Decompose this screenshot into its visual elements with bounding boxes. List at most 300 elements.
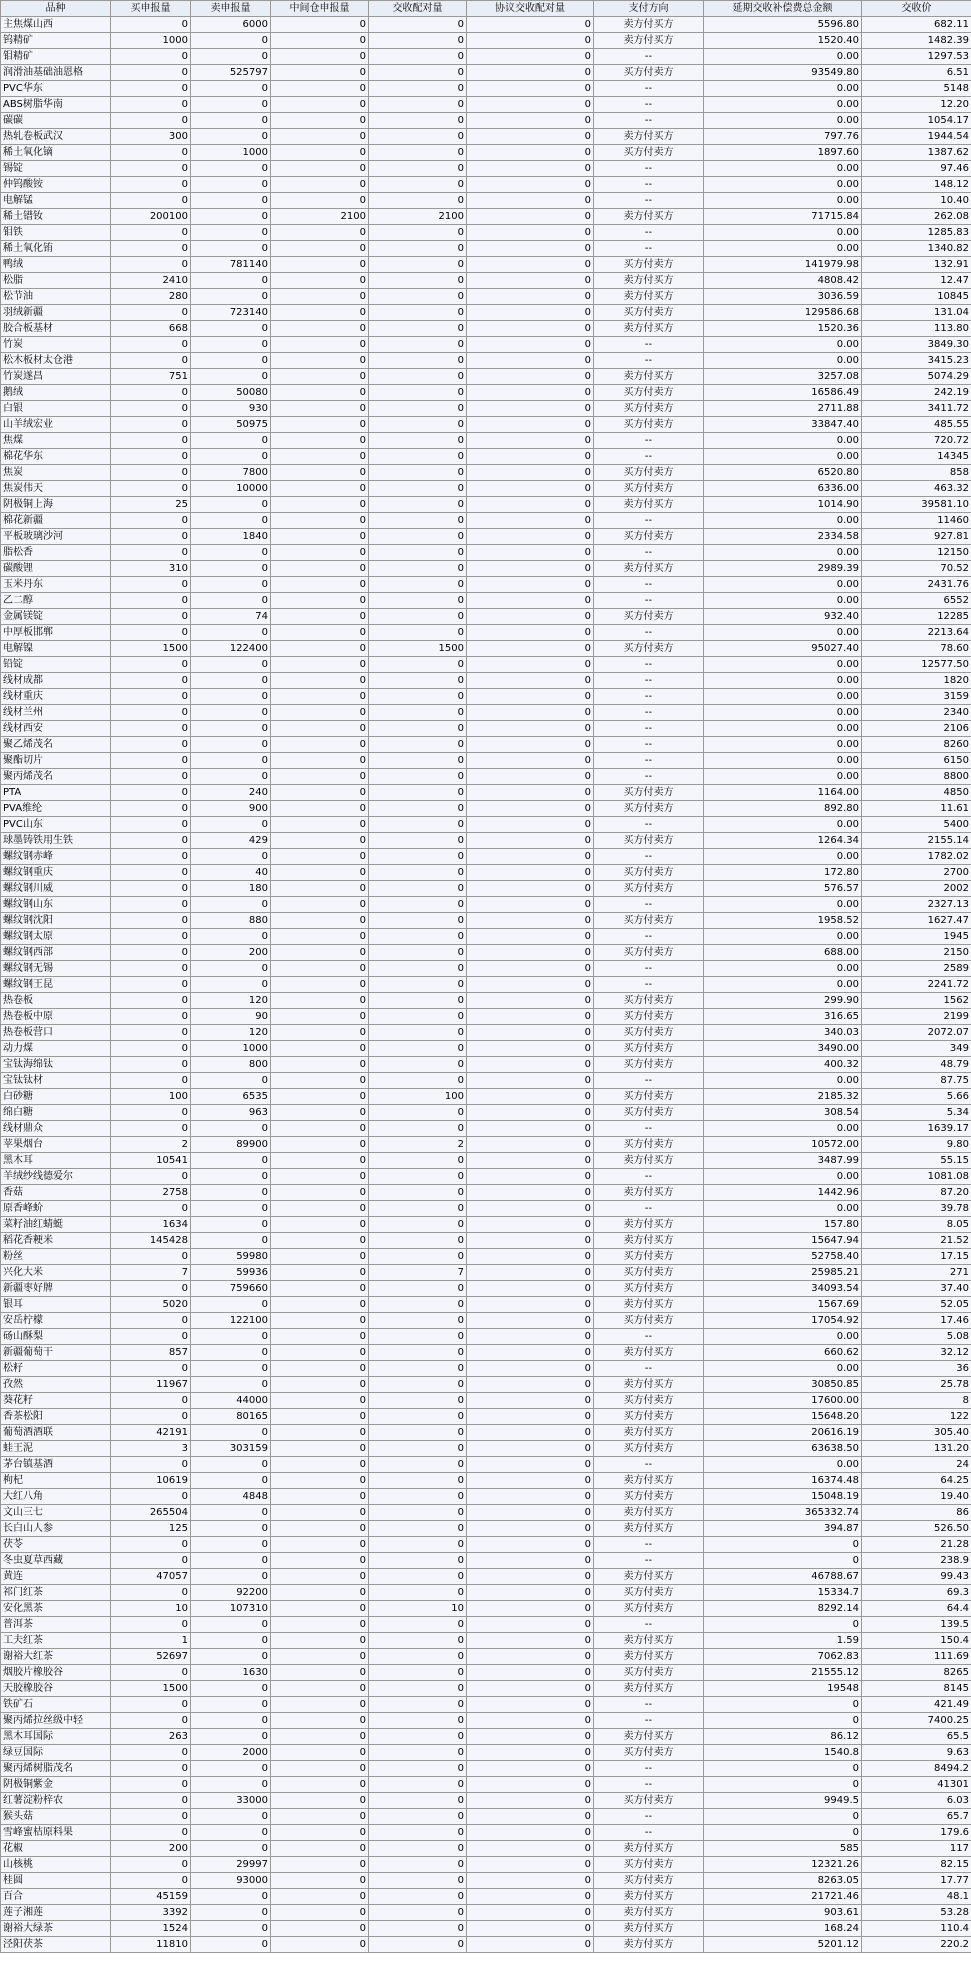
compensation-amount-cell: 0.00 [704,737,862,753]
compensation-amount-cell: 0.00 [704,81,862,97]
delivery-price-cell: 8260 [862,737,971,753]
variety-cell: 白银 [1,401,111,417]
matched-quantity-cell: 0 [369,1793,467,1809]
payment-direction-cell: 买方付卖方 [594,913,704,929]
sell-quantity-cell: 0 [191,1649,271,1665]
payment-direction-cell: 卖方付买方 [594,1505,704,1521]
delivery-price-cell: 2589 [862,961,971,977]
matched-quantity-cell: 0 [369,1889,467,1905]
variety-cell: 大红八角 [1,1489,111,1505]
variety-cell: 稀土氧化镝 [1,145,111,161]
payment-direction-cell: -- [594,705,704,721]
payment-direction-cell: -- [594,177,704,193]
matched-quantity-cell: 0 [369,1169,467,1185]
delivery-price-cell: 69.3 [862,1585,971,1601]
table-row [1,1921,971,1937]
agreement-matched-quantity-cell: 0 [467,641,594,657]
matched-quantity-cell: 0 [369,1809,467,1825]
intermediate-quantity-cell: 0 [271,1249,369,1265]
sell-quantity-cell: 900 [191,801,271,817]
compensation-amount-cell: 5201.12 [704,1937,862,1953]
agreement-matched-quantity-cell: 0 [467,1857,594,1873]
table-row [1,801,971,817]
delivery-price-cell: 9.80 [862,1137,971,1153]
compensation-amount-cell: 0.00 [704,849,862,865]
payment-direction-cell: 买方付卖方 [594,945,704,961]
matched-quantity-cell: 0 [369,1025,467,1041]
agreement-matched-quantity-cell: 0 [467,353,594,369]
sell-quantity-cell: 1840 [191,529,271,545]
buy-quantity-cell: 0 [111,1249,191,1265]
delivery-price-cell: 117 [862,1841,971,1857]
sell-quantity-cell: 89900 [191,1137,271,1153]
agreement-matched-quantity-cell: 0 [467,241,594,257]
table-row [1,817,971,833]
compensation-amount-cell: 0.00 [704,1073,862,1089]
payment-direction-cell: 买方付卖方 [594,881,704,897]
agreement-matched-quantity-cell: 0 [467,1505,594,1521]
delivery-price-cell: 12150 [862,545,971,561]
matched-quantity-cell: 0 [369,1153,467,1169]
sell-quantity-cell: 0 [191,561,271,577]
payment-direction-cell: 买方付卖方 [594,1105,704,1121]
sell-quantity-cell: 0 [191,897,271,913]
matched-quantity-cell: 0 [369,1393,467,1409]
delivery-price-cell: 65.5 [862,1729,971,1745]
table-row [1,1105,971,1121]
payment-direction-cell: 买方付卖方 [594,1249,704,1265]
sell-quantity-cell: 1000 [191,145,271,161]
delivery-price-cell: 11460 [862,513,971,529]
compensation-amount-cell: 33847.40 [704,417,862,433]
table-row [1,657,971,673]
intermediate-quantity-cell: 0 [271,1841,369,1857]
variety-cell: 阴极铜上海 [1,497,111,513]
delivery-price-cell: 2340 [862,705,971,721]
variety-cell: 谢裕大绿茶 [1,1921,111,1937]
payment-direction-cell: -- [594,1537,704,1553]
intermediate-quantity-cell: 0 [271,385,369,401]
table-row [1,417,971,433]
variety-cell: 砀山酥梨 [1,1329,111,1345]
agreement-matched-quantity-cell: 0 [467,1729,594,1745]
variety-cell: 线材西安 [1,721,111,737]
intermediate-quantity-cell: 0 [271,1089,369,1105]
intermediate-quantity-cell: 0 [271,625,369,641]
payment-direction-cell: 卖方付买方 [594,1681,704,1697]
intermediate-quantity-cell: 0 [271,65,369,81]
table-row [1,449,971,465]
sell-quantity-cell: 0 [191,497,271,513]
delivery-price-cell: 37.40 [862,1281,971,1297]
buy-quantity-cell: 0 [111,1761,191,1777]
table-row [1,1153,971,1169]
intermediate-quantity-cell: 0 [271,465,369,481]
payment-direction-cell: 卖方付买方 [594,369,704,385]
compensation-amount-cell: 172.80 [704,865,862,881]
table-row [1,737,971,753]
compensation-amount-cell: 0 [704,1553,862,1569]
intermediate-quantity-cell: 0 [271,1217,369,1233]
agreement-matched-quantity-cell: 0 [467,1249,594,1265]
payment-direction-cell: 买方付卖方 [594,1793,704,1809]
intermediate-quantity-cell: 0 [271,17,369,33]
matched-quantity-cell: 0 [369,33,467,49]
delivery-price-cell: 3849.30 [862,337,971,353]
payment-direction-cell: -- [594,1761,704,1777]
buy-quantity-cell: 11810 [111,1937,191,1953]
agreement-matched-quantity-cell: 0 [467,721,594,737]
matched-quantity-cell: 0 [369,17,467,33]
payment-direction-cell: 买方付卖方 [594,385,704,401]
matched-quantity-cell: 0 [369,1073,467,1089]
payment-direction-cell: -- [594,929,704,945]
sell-quantity-cell: 963 [191,1105,271,1121]
intermediate-quantity-cell: 0 [271,1665,369,1681]
delivery-price-cell: 131.04 [862,305,971,321]
payment-direction-cell: -- [594,1777,704,1793]
matched-quantity-cell: 0 [369,1409,467,1425]
delivery-price-cell: 64.25 [862,1473,971,1489]
payment-direction-cell: 买方付卖方 [594,1057,704,1073]
payment-direction-cell: 卖方付买方 [594,1153,704,1169]
payment-direction-cell: 买方付卖方 [594,641,704,657]
table-row [1,593,971,609]
matched-quantity-cell: 0 [369,1681,467,1697]
buy-quantity-cell: 3 [111,1441,191,1457]
delivery-price-cell: 110.4 [862,1921,971,1937]
sell-quantity-cell: 0 [191,1777,271,1793]
intermediate-quantity-cell: 0 [271,337,369,353]
buy-quantity-cell: 125 [111,1521,191,1537]
intermediate-quantity-cell: 0 [271,1153,369,1169]
payment-direction-cell: 买方付卖方 [594,1409,704,1425]
compensation-amount-cell: 0.00 [704,689,862,705]
table-row [1,689,971,705]
payment-direction-cell: 买方付卖方 [594,1393,704,1409]
intermediate-quantity-cell: 0 [271,1489,369,1505]
delivery-price-cell: 1782.02 [862,849,971,865]
table-row [1,881,971,897]
buy-quantity-cell: 0 [111,513,191,529]
intermediate-quantity-cell: 0 [271,1697,369,1713]
payment-direction-cell: 卖方付买方 [594,1921,704,1937]
agreement-matched-quantity-cell: 0 [467,1825,594,1841]
delivery-price-cell: 1627.47 [862,913,971,929]
delivery-price-cell: 1945 [862,929,971,945]
compensation-amount-cell: 1520.36 [704,321,862,337]
agreement-matched-quantity-cell: 0 [467,1233,594,1249]
sell-quantity-cell: 0 [191,1553,271,1569]
sell-quantity-cell: 93000 [191,1873,271,1889]
table-row [1,1041,971,1057]
agreement-matched-quantity-cell: 0 [467,1217,594,1233]
compensation-amount-cell: 15048.19 [704,1489,862,1505]
agreement-matched-quantity-cell: 0 [467,1777,594,1793]
variety-cell: PVC华东 [1,81,111,97]
buy-quantity-cell: 0 [111,481,191,497]
agreement-matched-quantity-cell: 0 [467,1409,594,1425]
compensation-amount-cell: 0.00 [704,657,862,673]
sell-quantity-cell: 107310 [191,1601,271,1617]
intermediate-quantity-cell: 0 [271,1825,369,1841]
buy-quantity-cell: 0 [111,465,191,481]
delivery-price-cell: 2327.13 [862,897,971,913]
variety-cell: 莲子湘莲 [1,1905,111,1921]
delivery-price-cell: 131.20 [862,1441,971,1457]
sell-quantity-cell: 0 [191,1201,271,1217]
sell-quantity-cell: 930 [191,401,271,417]
delivery-price-cell: 17.77 [862,1873,971,1889]
header-buy-quantity: 买申报量 [111,1,191,17]
agreement-matched-quantity-cell: 0 [467,1393,594,1409]
table-row [1,1745,971,1761]
variety-cell: 黄连 [1,1569,111,1585]
compensation-amount-cell: 0.00 [704,1457,862,1473]
payment-direction-cell: 卖方付买方 [594,1297,704,1313]
delivery-price-cell: 150.4 [862,1633,971,1649]
compensation-amount-cell: 0.00 [704,929,862,945]
buy-quantity-cell: 100 [111,1089,191,1105]
buy-quantity-cell: 0 [111,161,191,177]
delivery-price-cell: 10845 [862,289,971,305]
agreement-matched-quantity-cell: 0 [467,1649,594,1665]
buy-quantity-cell: 0 [111,929,191,945]
variety-cell: 焦煤 [1,433,111,449]
sell-quantity-cell: 7800 [191,465,271,481]
buy-quantity-cell: 0 [111,17,191,33]
intermediate-quantity-cell: 0 [271,545,369,561]
compensation-amount-cell: 16374.48 [704,1473,862,1489]
delivery-price-cell: 55.15 [862,1153,971,1169]
payment-direction-cell: -- [594,193,704,209]
variety-cell: 蛙王泥 [1,1441,111,1457]
buy-quantity-cell: 0 [111,1873,191,1889]
agreement-matched-quantity-cell: 0 [467,1137,594,1153]
matched-quantity-cell: 0 [369,1921,467,1937]
matched-quantity-cell: 0 [369,961,467,977]
matched-quantity-cell: 0 [369,401,467,417]
variety-cell: 白砂糖 [1,1089,111,1105]
delivery-price-cell: 1944.54 [862,129,971,145]
delivery-price-cell: 8.05 [862,1217,971,1233]
compensation-amount-cell: 316.65 [704,1009,862,1025]
table-row [1,721,971,737]
intermediate-quantity-cell: 0 [271,1649,369,1665]
sell-quantity-cell: 74 [191,609,271,625]
payment-direction-cell: -- [594,241,704,257]
agreement-matched-quantity-cell: 0 [467,1489,594,1505]
delivery-price-cell: 1054.17 [862,113,971,129]
delivery-price-cell: 2002 [862,881,971,897]
intermediate-quantity-cell: 0 [271,1585,369,1601]
variety-cell: 螺纹钢王昆 [1,977,111,993]
compensation-amount-cell: 0.00 [704,673,862,689]
matched-quantity-cell: 0 [369,1537,467,1553]
delivery-price-cell: 36 [862,1361,971,1377]
variety-cell: 烟胶片橡胶谷 [1,1665,111,1681]
payment-direction-cell: 卖方付买方 [594,17,704,33]
intermediate-quantity-cell: 0 [271,145,369,161]
delivery-price-cell: 242.19 [862,385,971,401]
compensation-amount-cell: 6336.00 [704,481,862,497]
agreement-matched-quantity-cell: 0 [467,1281,594,1297]
compensation-amount-cell: 0 [704,1537,862,1553]
sell-quantity-cell: 33000 [191,1793,271,1809]
matched-quantity-cell: 0 [369,1313,467,1329]
buy-quantity-cell: 300 [111,129,191,145]
compensation-amount-cell: 0.00 [704,769,862,785]
buy-quantity-cell: 1634 [111,1217,191,1233]
sell-quantity-cell: 0 [191,513,271,529]
payment-direction-cell: 卖方付买方 [594,1905,704,1921]
payment-direction-cell: 买方付卖方 [594,1489,704,1505]
buy-quantity-cell: 10619 [111,1473,191,1489]
buy-quantity-cell: 0 [111,705,191,721]
buy-quantity-cell: 10 [111,1601,191,1617]
matched-quantity-cell: 0 [369,1841,467,1857]
table-row [1,1217,971,1233]
variety-cell: 线材兰州 [1,705,111,721]
variety-cell: 花椒 [1,1841,111,1857]
agreement-matched-quantity-cell: 0 [467,705,594,721]
sell-quantity-cell: 0 [191,161,271,177]
intermediate-quantity-cell: 0 [271,1441,369,1457]
header-agreement-matched-quantity: 协议交收配对量 [467,1,594,17]
intermediate-quantity-cell: 0 [271,657,369,673]
buy-quantity-cell: 7 [111,1265,191,1281]
sell-quantity-cell: 0 [191,1521,271,1537]
variety-cell: 螺纹钢沈阳 [1,913,111,929]
agreement-matched-quantity-cell: 0 [467,1473,594,1489]
buy-quantity-cell: 0 [111,449,191,465]
compensation-amount-cell: 0.00 [704,1361,862,1377]
variety-cell: 铅锭 [1,657,111,673]
intermediate-quantity-cell: 0 [271,1201,369,1217]
matched-quantity-cell: 0 [369,689,467,705]
buy-quantity-cell: 0 [111,1617,191,1633]
agreement-matched-quantity-cell: 0 [467,1297,594,1313]
compensation-amount-cell: 0.00 [704,753,862,769]
intermediate-quantity-cell: 0 [271,673,369,689]
payment-direction-cell: -- [594,737,704,753]
payment-direction-cell: 卖方付买方 [594,1185,704,1201]
delivery-price-cell: 8 [862,1393,971,1409]
sell-quantity-cell: 240 [191,785,271,801]
payment-direction-cell: -- [594,593,704,609]
variety-cell: 原香峰蚧 [1,1201,111,1217]
variety-cell: 焦炭伟天 [1,481,111,497]
buy-quantity-cell: 0 [111,337,191,353]
intermediate-quantity-cell: 0 [271,1521,369,1537]
compensation-amount-cell: 0.00 [704,593,862,609]
payment-direction-cell: 买方付卖方 [594,1265,704,1281]
agreement-matched-quantity-cell: 0 [467,1761,594,1777]
buy-quantity-cell: 0 [111,1809,191,1825]
payment-direction-cell: -- [594,977,704,993]
buy-quantity-cell: 0 [111,1713,191,1729]
matched-quantity-cell: 0 [369,257,467,273]
delivery-price-cell: 9.63 [862,1745,971,1761]
variety-cell: 聚酯切片 [1,753,111,769]
agreement-matched-quantity-cell: 0 [467,113,594,129]
table-row [1,1297,971,1313]
sell-quantity-cell: 0 [191,273,271,289]
table-row [1,1537,971,1553]
sell-quantity-cell: 0 [191,769,271,785]
buy-quantity-cell: 25 [111,497,191,513]
table-row [1,785,971,801]
compensation-amount-cell: 0.00 [704,177,862,193]
agreement-matched-quantity-cell: 0 [467,401,594,417]
intermediate-quantity-cell: 0 [271,113,369,129]
agreement-matched-quantity-cell: 0 [467,1377,594,1393]
sell-quantity-cell: 92200 [191,1585,271,1601]
variety-cell: 羽绒新疆 [1,305,111,321]
table-row [1,385,971,401]
table-row [1,1569,971,1585]
matched-quantity-cell: 0 [369,1729,467,1745]
compensation-amount-cell: 12321.26 [704,1857,862,1873]
table-row [1,1825,971,1841]
matched-quantity-cell: 0 [369,1329,467,1345]
compensation-amount-cell: 2989.39 [704,561,862,577]
matched-quantity-cell: 0 [369,1105,467,1121]
intermediate-quantity-cell: 0 [271,257,369,273]
table-row [1,273,971,289]
agreement-matched-quantity-cell: 0 [467,801,594,817]
table-row [1,1185,971,1201]
matched-quantity-cell: 0 [369,1009,467,1025]
agreement-matched-quantity-cell: 0 [467,737,594,753]
agreement-matched-quantity-cell: 0 [467,49,594,65]
intermediate-quantity-cell: 0 [271,1105,369,1121]
delivery-price-cell: 78.60 [862,641,971,657]
matched-quantity-cell: 0 [369,1201,467,1217]
buy-quantity-cell: 0 [111,433,191,449]
delivery-price-cell: 2106 [862,721,971,737]
compensation-amount-cell: 0 [704,1713,862,1729]
delivery-price-cell: 4850 [862,785,971,801]
matched-quantity-cell: 0 [369,1185,467,1201]
table-row [1,705,971,721]
payment-direction-cell: -- [594,1553,704,1569]
matched-quantity-cell: 0 [369,1361,467,1377]
buy-quantity-cell: 0 [111,1793,191,1809]
payment-direction-cell: -- [594,1713,704,1729]
intermediate-quantity-cell: 0 [271,897,369,913]
compensation-amount-cell: 0.00 [704,1329,862,1345]
sell-quantity-cell: 0 [191,433,271,449]
table-row [1,513,971,529]
buy-quantity-cell: 3392 [111,1905,191,1921]
table-row [1,1857,971,1873]
agreement-matched-quantity-cell: 0 [467,1889,594,1905]
payment-direction-cell: 卖方付买方 [594,1841,704,1857]
variety-cell: 祁门红茶 [1,1585,111,1601]
matched-quantity-cell: 0 [369,1649,467,1665]
sell-quantity-cell: 0 [191,1681,271,1697]
sell-quantity-cell: 0 [191,1569,271,1585]
variety-cell: 天胶橡胶谷 [1,1681,111,1697]
agreement-matched-quantity-cell: 0 [467,1617,594,1633]
matched-quantity-cell: 0 [369,1905,467,1921]
payment-direction-cell: -- [594,353,704,369]
agreement-matched-quantity-cell: 0 [467,1121,594,1137]
variety-cell: 中厚板邯郸 [1,625,111,641]
intermediate-quantity-cell: 0 [271,721,369,737]
variety-cell: 松脂 [1,273,111,289]
